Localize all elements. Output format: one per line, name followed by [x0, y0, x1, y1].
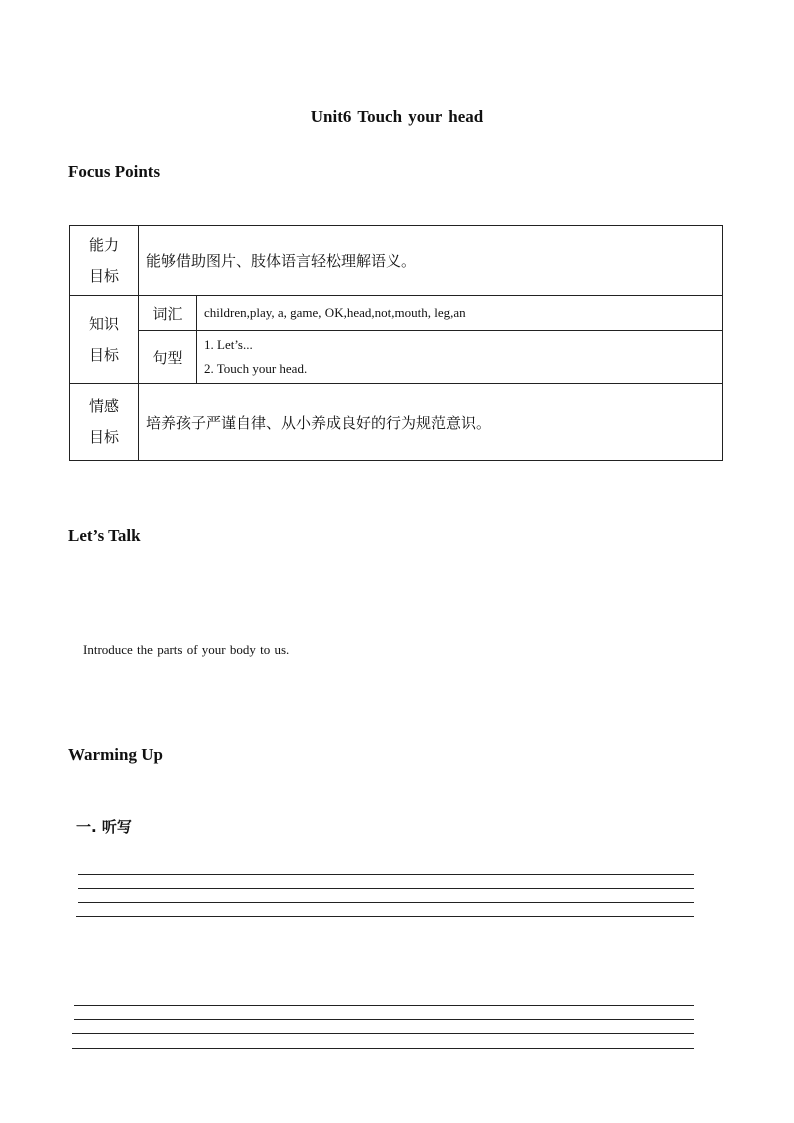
page-title: Unit6 Touch your head [310, 107, 484, 126]
objectives-table [69, 225, 723, 461]
warming-up-heading: Warming Up [68, 745, 163, 764]
vocabulary-content: children,play, a, game, OK,head,not,mouth, leg,an [197, 296, 723, 331]
focus-points-heading: Focus Points [68, 162, 161, 181]
writing-line [78, 888, 694, 889]
writing-line [78, 874, 694, 875]
ability-goal-content: 能够借助图片、肢体语言轻松理解语义。 [139, 226, 723, 296]
table-row [70, 296, 723, 331]
writing-line [78, 902, 694, 903]
table-row [70, 226, 723, 296]
sentence-pattern-content [197, 331, 723, 384]
dictation-label: 一. 听写 [76, 818, 132, 836]
writing-line [72, 1048, 694, 1049]
sentence-pattern-label: 句型 [139, 331, 197, 384]
writing-line [74, 1005, 694, 1006]
sentence-item: 1. Let’s... [204, 337, 253, 352]
vocabulary-label: 词汇 [139, 296, 197, 331]
emotion-goal-label: 情感 目标 [70, 384, 139, 461]
table-row [70, 331, 723, 384]
knowledge-goal-label: 知识 目标 [70, 296, 139, 384]
writing-line [72, 1033, 694, 1034]
table-row [70, 384, 723, 461]
lets-talk-text: Introduce the parts of your body to us. [83, 642, 290, 657]
ability-goal-label: 能力 目标 [70, 226, 139, 296]
emotion-goal-content: 培养孩子严谨自律、从小养成良好的行为规范意识。 [139, 384, 723, 461]
lets-talk-heading: Let’s Talk [68, 526, 141, 545]
sentence-item: 2. Touch your head. [204, 361, 308, 376]
writing-line [76, 916, 694, 917]
writing-line [74, 1019, 694, 1020]
